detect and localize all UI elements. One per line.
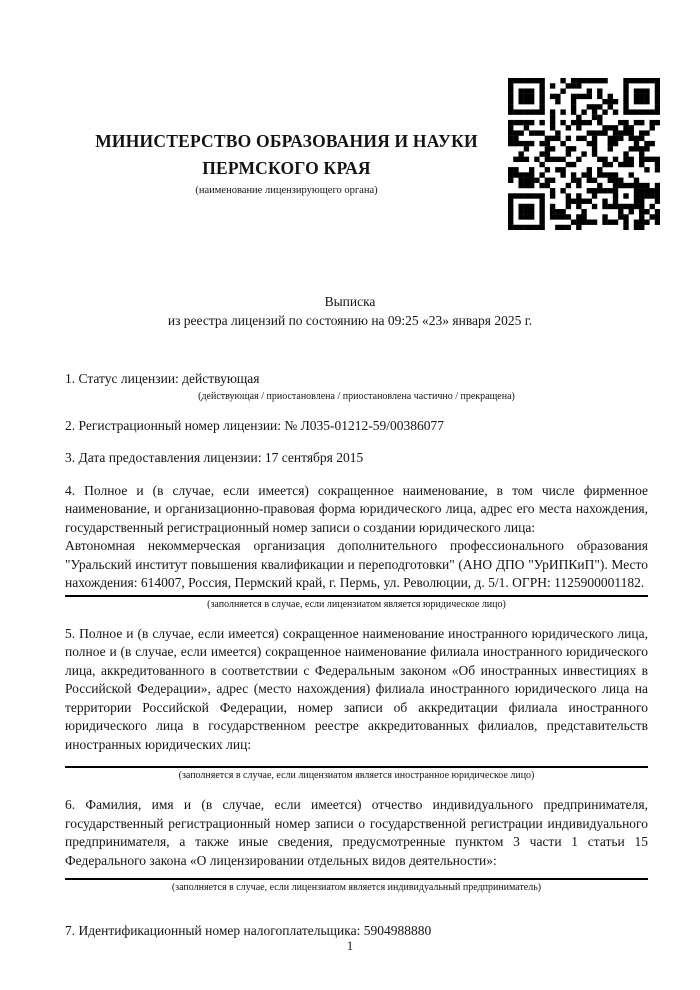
ministry-name-line2: ПЕРМСКОГО КРАЯ [202, 158, 371, 178]
license-status-text: 1. Статус лицензии: действующая [65, 371, 260, 386]
foreign-entity-note: (заполняется в случае, если лицензиатом является иностранное юридическое лицо) [178, 770, 535, 781]
document-header [0, 0, 700, 230]
document-title-line1: Выписка [324, 294, 376, 309]
document-title [0, 292, 700, 330]
field-license-date [65, 449, 648, 468]
authority-caption: (наименование лицензирующего органа) [195, 185, 378, 196]
license-status-note: (действующая / приостановлена / приостановлена частично / прекращена) [198, 390, 515, 402]
license-date-text: 3. Дата предоставления лицензии: 17 сентября 2015 [65, 450, 364, 465]
page-number: 1 [346, 939, 354, 953]
legal-entity-label: 4. Полное и (в случае, если имеется) сокращенное наименование, в том числе фирменное наименование, и организационно-правовая форма юридического лица, адрес его места нахождения, государственный регистрационный номер записи о создании юридического лица: [65, 482, 648, 535]
field-individual-entrepreneur [65, 796, 648, 894]
foreign-entity-underline [65, 766, 648, 768]
field-foreign-entity [65, 625, 648, 783]
registration-number-text: 2. Регистрационный номер лицензии: № Л035-01212-59/00386077 [65, 417, 445, 433]
document-title-line2: из реестра лицензий по состоянию на 09:25 «23» января 2025 г. [167, 313, 533, 328]
field-taxpayer-number [65, 922, 648, 941]
ministry-name [65, 128, 508, 182]
foreign-entity-label: 5. Полное и (в случае, если имеется) сокращенное наименование иностранного юридического лица, полное и (в случае, если имеется) сокращенное наименование филиала иностранного юридического лица, аккредитованного в соответствии с Федеральным законом «Об иностранных инвестициях в Российской Федерации», адрес (место нахождения) филиала иностранного юридического лица на территории Российской Федерации, номер записи об аккредитации филиала иностранного юридического лица в государственном реестре аккредитованных филиалов, представительств иностранных юридических лиц: [65, 625, 648, 752]
field-license-status [65, 370, 648, 403]
individual-entrepreneur-label: 6. Фамилия, имя и (в случае, если имеется) отчество индивидуального предпринимателя, государственный регистрационный номер записи о государственной регистрации индивидуального предпринимателя, а также иные сведения, предусмотренные пунктом 3 части 1 статьи 15 Федерального закона «О лицензировании отдельных видов деятельности»: [65, 797, 648, 868]
ministry-name-line1: МИНИСТЕРСТВО ОБРАЗОВАНИЯ И НАУКИ [95, 131, 478, 151]
legal-entity-value: Автономная некоммерческая организация дополнительного профессионального образования "Уральский институт повышения квалификации и переподготовки" (АНО ДПО "УрИПКиП"). Место нахождения: 614007, Россия, Пермский край, г. Пермь, ул. Революции, д. 5/1. ОГРН: 1125900001182. [65, 538, 648, 590]
individual-entrepreneur-note: (заполняется в случае, если лицензиатом является индивидуальный предприниматель) [171, 882, 542, 893]
field-registration-number [65, 417, 648, 436]
qr-code-icon [508, 78, 660, 230]
taxpayer-number-text: 7. Идентификационный номер налогоплательщика: 5904988880 [65, 923, 432, 938]
individual-entrepreneur-underline [65, 878, 648, 880]
document-body [0, 330, 700, 941]
legal-entity-underline [65, 595, 648, 597]
field-legal-entity [65, 482, 648, 611]
licensing-authority-block [65, 78, 508, 196]
legal-entity-note: (заполняется в случае, если лицензиатом является юридическое лицо) [207, 598, 506, 610]
